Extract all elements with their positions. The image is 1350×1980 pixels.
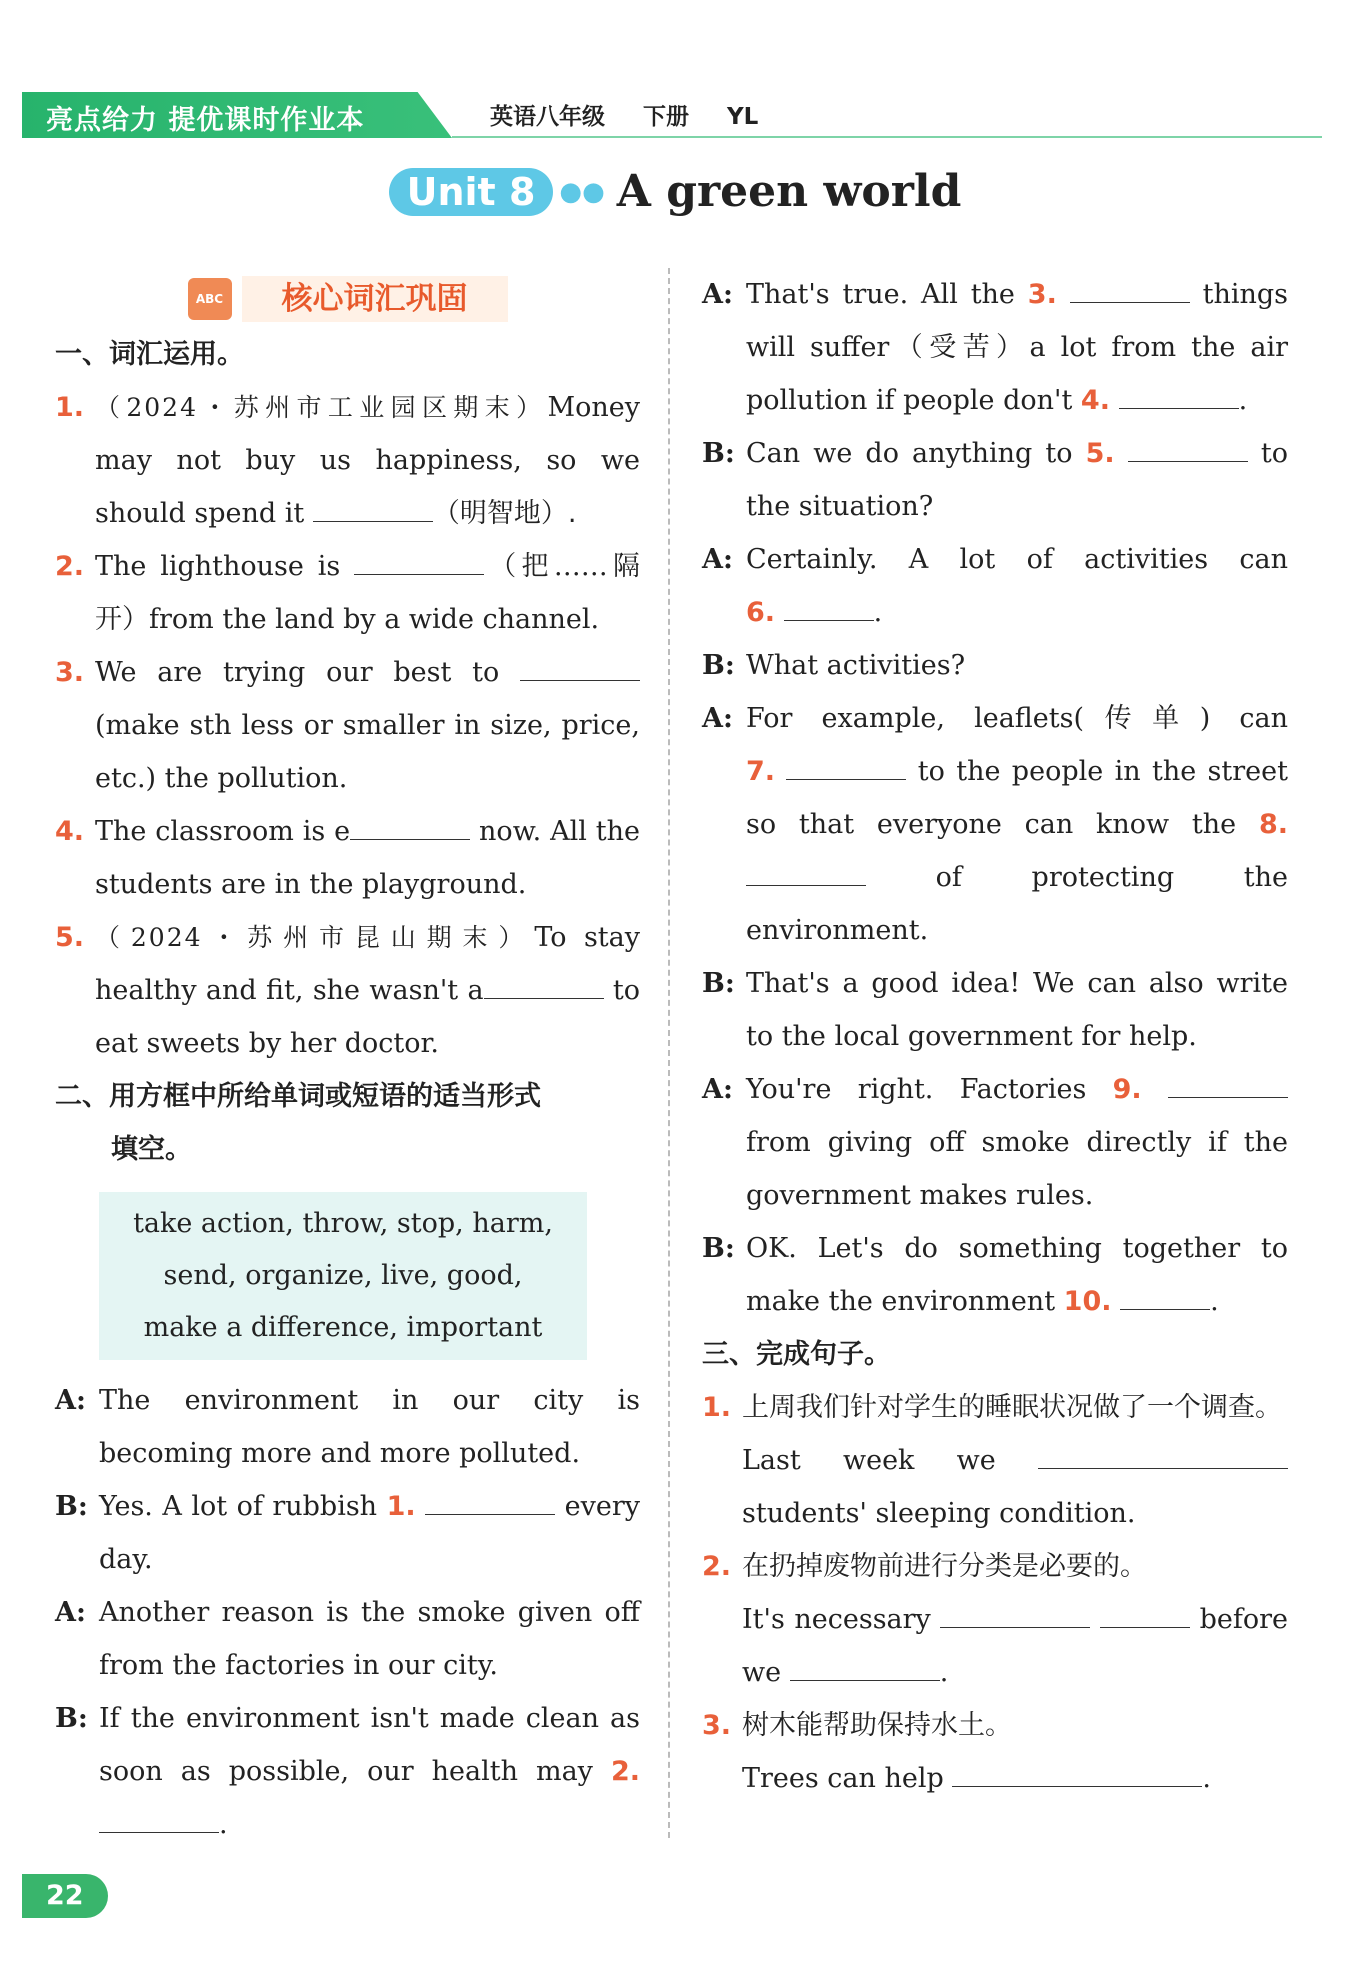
question-4: 4. The classroom is e now. All the students are in the playground. xyxy=(55,805,640,911)
dialogue-line: B: That's a good idea! We can also write to the local government for help. xyxy=(702,957,1288,1063)
answer-blank[interactable] xyxy=(99,1803,219,1833)
dialogue-line: B: OK. Let's do something together to make the environment 10. . xyxy=(702,1222,1288,1328)
sentence-2: 2. 在扔掉废物前进行分类是必要的。 It's necessary before we . xyxy=(702,1540,1288,1699)
question-2: 2. The lighthouse is （把……隔开）from the land by a wide channel. xyxy=(55,540,640,646)
answer-blank[interactable] xyxy=(790,1651,940,1681)
answer-blank[interactable] xyxy=(1120,1280,1210,1310)
blank-number: 4. xyxy=(1080,385,1110,416)
blank-number: 7. xyxy=(746,756,776,787)
chinese-prompt: 上周我们针对学生的睡眠状况做了一个调查。 xyxy=(742,1392,1282,1423)
speaker-label: B: xyxy=(702,438,735,469)
speaker-label: A: xyxy=(55,1597,86,1628)
speaker-label: A: xyxy=(702,279,733,310)
book-subject: 英语八年级 xyxy=(490,104,605,130)
dialogue-line: B: If the environment isn't made clean as soon as possible, our health may 2. . xyxy=(55,1692,640,1851)
speaker-label: A: xyxy=(55,1385,86,1416)
dialogue-line: A: For example, leaflets(传单) can 7. to the people in the street so that everyone can know the 8. of protecting the environment. xyxy=(702,692,1288,957)
answer-blank[interactable] xyxy=(784,591,874,621)
left-column xyxy=(55,268,640,1851)
dots-icon: ●● xyxy=(559,176,605,207)
blank-number: 3. xyxy=(1027,279,1057,310)
word-bank-line: make a difference, important xyxy=(143,1312,543,1343)
book-info xyxy=(490,98,788,131)
answer-blank[interactable] xyxy=(1038,1439,1288,1469)
section1-heading: 一、词汇运用。 xyxy=(55,339,244,370)
right-column xyxy=(702,268,1288,1805)
section-badge xyxy=(55,268,640,322)
word-bank-line: take action, throw, stop, harm, xyxy=(133,1208,553,1239)
chinese-prompt: 树木能帮助保持水土。 xyxy=(742,1710,1012,1741)
answer-blank[interactable] xyxy=(1070,273,1190,303)
answer-blank[interactable] xyxy=(1119,379,1239,409)
word-bank-box xyxy=(99,1192,587,1360)
section3-heading: 三、完成句子。 xyxy=(702,1339,891,1370)
unit-name: A green world xyxy=(616,166,962,217)
answer-blank[interactable] xyxy=(350,810,470,840)
word-bank-line: send, organize, live, good, xyxy=(163,1260,523,1291)
header-rule xyxy=(452,136,1322,138)
sentence-3: 3. 树木能帮助保持水土。 Trees can help . xyxy=(702,1699,1288,1805)
speaker-label: A: xyxy=(702,544,733,575)
answer-blank[interactable] xyxy=(484,969,604,999)
question-source: （2024・苏州市昆山期末） xyxy=(95,923,535,952)
blank-number: 1. xyxy=(386,1491,416,1522)
blank-number: 2. xyxy=(610,1756,640,1787)
dialogue-line: B: Yes. A lot of rubbish 1. every day. xyxy=(55,1480,640,1586)
dialogue-line: A: Certainly. A lot of activities can 6. . xyxy=(702,533,1288,639)
question-number: 5. xyxy=(55,922,85,953)
answer-blank[interactable] xyxy=(354,545,484,575)
blank-number: 9. xyxy=(1112,1074,1142,1105)
dialogue-line: B: What activities? xyxy=(702,639,1288,692)
question-number: 1. xyxy=(55,392,85,423)
dialogue-line: B: Can we do anything to 5. to the situation? xyxy=(702,427,1288,533)
blank-number: 10. xyxy=(1063,1286,1112,1317)
speaker-label: B: xyxy=(702,968,735,999)
dialogue-line: A: Another reason is the smoke given off from the factories in our city. xyxy=(55,1586,640,1692)
column-divider xyxy=(668,268,670,1838)
speaker-label: A: xyxy=(702,1074,733,1105)
answer-blank[interactable] xyxy=(313,492,433,522)
page-header xyxy=(22,92,1322,138)
answer-blank[interactable] xyxy=(746,856,866,886)
unit-title xyxy=(0,166,1350,217)
book-edition: YL xyxy=(727,104,759,130)
section2-heading-cont: 填空。 xyxy=(111,1134,192,1165)
question-3: 3. We are trying our best to (make sth less or smaller in size, price, etc.) the pollution. xyxy=(55,646,640,805)
speaker-label: B: xyxy=(702,650,735,681)
answer-blank[interactable] xyxy=(520,651,640,681)
series-title: 亮点给力 提优课时作业本 xyxy=(46,105,365,136)
answer-blank[interactable] xyxy=(1128,432,1248,462)
answer-blank[interactable] xyxy=(952,1757,1202,1787)
answer-blank[interactable] xyxy=(786,750,906,780)
dialogue-line: A: The environment in our city is becoming more and more polluted. xyxy=(55,1374,640,1480)
question-number: 2. xyxy=(55,551,85,582)
blank-number: 6. xyxy=(746,597,776,628)
question-number: 3. xyxy=(702,1710,732,1741)
section2-heading: 二、用方框中所给单词或短语的适当形式 xyxy=(55,1081,541,1112)
dialogue-line: A: You're right. Factories 9. from giving off smoke directly if the government makes rules. xyxy=(702,1063,1288,1222)
sentence-1: 1. 上周我们针对学生的睡眠状况做了一个调查。 Last week we students' sleeping condition. xyxy=(702,1381,1288,1540)
question-number: 1. xyxy=(702,1392,732,1423)
question-1: 1. （2024・苏州市工业园区期末）Money may not buy us happiness, so we should spend it （明智地）. xyxy=(55,381,640,540)
unit-badge: Unit 8 xyxy=(389,168,554,216)
blank-number: 5. xyxy=(1085,438,1115,469)
answer-blank[interactable] xyxy=(1100,1598,1190,1628)
section-title: 核心词汇巩固 xyxy=(242,276,508,322)
speaker-label: B: xyxy=(702,1233,735,1264)
question-source: （2024・苏州市工业园区期末） xyxy=(95,393,548,422)
question-5: 5. （2024・苏州市昆山期末）To stay healthy and fit, she wasn't a to eat sweets by her doctor. xyxy=(55,911,640,1070)
dialogue-line: A: That's true. All the 3. things will suffer（受苦）a lot from the air pollution if people don't 4. . xyxy=(702,268,1288,427)
chinese-prompt: 在扔掉废物前进行分类是必要的。 xyxy=(742,1551,1147,1582)
answer-blank[interactable] xyxy=(1168,1068,1288,1098)
page-number: 22 xyxy=(22,1874,108,1918)
speaker-label: B: xyxy=(55,1703,88,1734)
abc-book-icon: ABC xyxy=(188,278,232,320)
question-number: 4. xyxy=(55,816,85,847)
question-number: 2. xyxy=(702,1551,732,1582)
question-number: 3. xyxy=(55,657,85,688)
answer-blank[interactable] xyxy=(425,1485,555,1515)
speaker-label: B: xyxy=(55,1491,88,1522)
speaker-label: A: xyxy=(702,703,733,734)
blank-number: 8. xyxy=(1258,809,1288,840)
book-volume: 下册 xyxy=(643,104,690,130)
answer-blank[interactable] xyxy=(940,1598,1090,1628)
